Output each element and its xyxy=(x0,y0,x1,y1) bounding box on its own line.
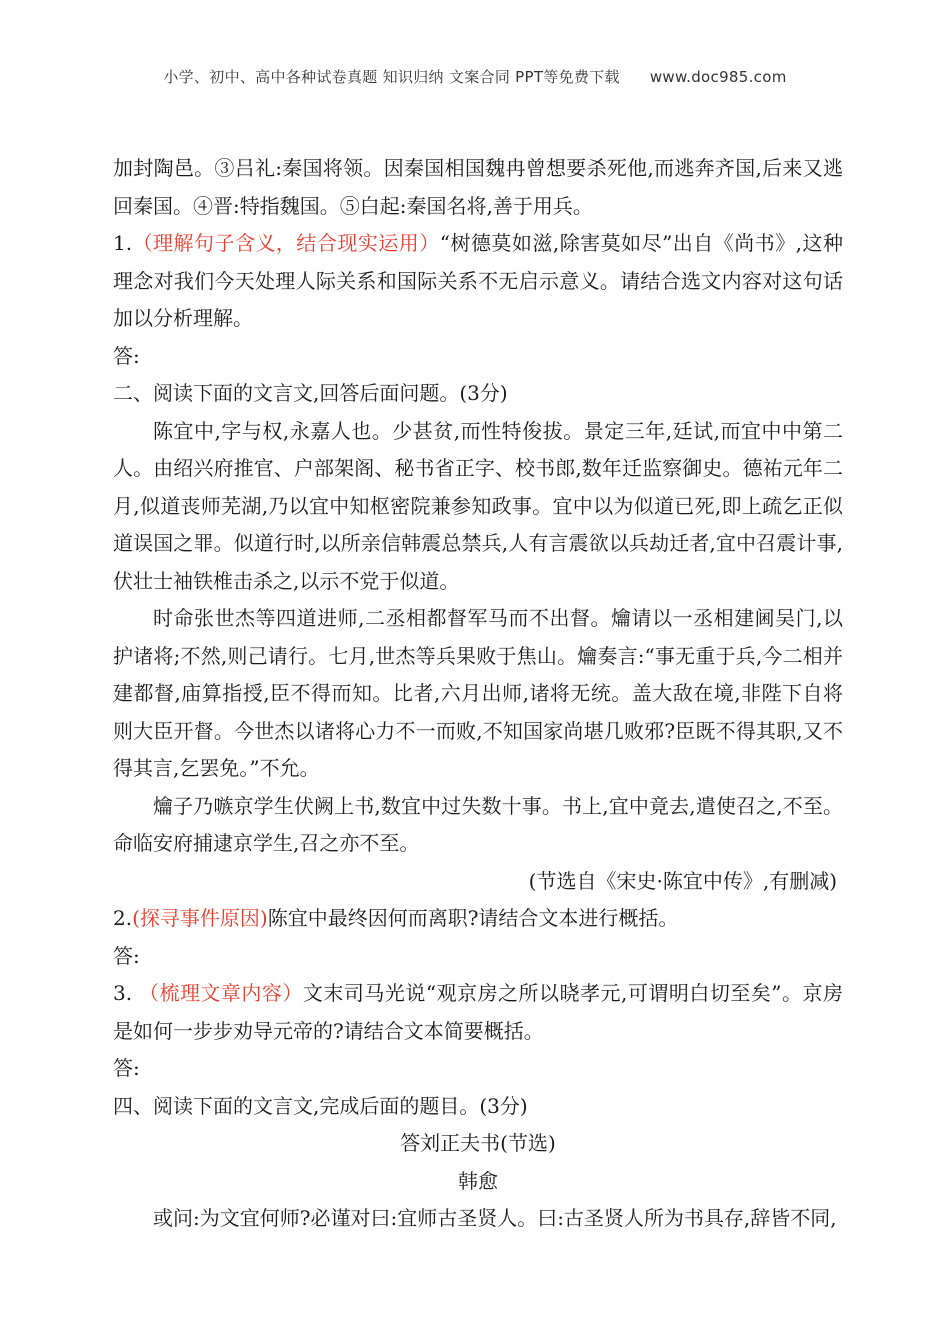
question-2-text: 陈宜中最终因何而离职?请结合文本进行概括。 xyxy=(267,906,679,930)
question-3-tag: （梳理文章内容） xyxy=(138,981,303,1005)
question-2-number: 2. xyxy=(113,906,133,930)
question-2 xyxy=(113,900,843,938)
question-1-answer: 答: xyxy=(113,343,140,368)
header-site-link[interactable]: www.doc985.com xyxy=(649,68,787,86)
section-4-author: 韩愈 xyxy=(458,1168,498,1193)
section-2-title: 二、阅读下面的文言文,回答后面问题。(3分) xyxy=(113,381,508,405)
question-3-number: 3. xyxy=(113,981,133,1005)
question-2-answer: 答: xyxy=(113,943,140,968)
footnotes: 加封陶邑。③吕礼:秦国将领。因秦国相国魏冉曾想要杀死他,而逃奔齐国,后来又逃回秦国。④晋:特指魏国。⑤白起:秦国名将,善于用兵。 xyxy=(113,156,843,218)
section-2-paragraph-3: 爚子乃嗾京学生伏阙上书,数宜中过失数十事。书上,宜中竟去,遣使召之,不至。命临安府捕逮京学生,召之亦不至。 xyxy=(113,793,843,855)
question-3-text: 文末司马光说“观京房之所以晓孝元,可谓明白切至矣”。京房是如何一步步劝导元帝的?请结合文本简要概括。 xyxy=(113,981,844,1043)
header-text: 小学、初中、高中各种试卷真题 知识归纳 文案合同 PPT等免费下载 xyxy=(163,68,620,86)
question-2-tag: (探寻事件原因) xyxy=(132,906,268,930)
section-4-work-title: 答刘正夫书(节选) xyxy=(400,1131,556,1155)
section-2-paragraph-2: 时命张世杰等四道进师,二丞相都督军马而不出督。爚请以一丞相建阃吴门,以护诸将;不然,则己请行。七月,世杰等兵果败于焦山。爚奏言:“事无重于兵,今二相并建都督,庙算指授,臣不得而知。比者,六月出师,诸将无统。盖大敌在境,非陛下自将则大臣开督。今世杰以诸将心力不一而败,不知国家尚堪几败邪?臣既不得其职,又不得其言,乞罢免。”不允。 xyxy=(113,606,843,780)
question-3 xyxy=(113,975,843,1050)
question-1-tag: （理解句子含义，结合现实运用） xyxy=(132,231,440,255)
question-1-text: “树德莫如滋,除害莫如尽”出自《尚书》,这种理念对我们今天处理人际关系和国际关系不无启示意义。请结合选文内容对这句话加以分析理解。 xyxy=(113,231,843,330)
section-4-paragraph-1: 或问:为文宜何师?必谨对曰:宜师古圣贤人。曰:古圣贤人所为书具存,辞皆不同, xyxy=(153,1206,837,1230)
question-1 xyxy=(113,225,843,338)
question-1-number: 1. xyxy=(113,231,133,255)
section-2-source: (节选自《宋史·陈宜中传》,有删减) xyxy=(528,868,837,893)
section-4-title: 四、阅读下面的文言文,完成后面的题目。(3分) xyxy=(113,1093,528,1118)
page-header xyxy=(0,66,950,87)
question-3-answer: 答: xyxy=(113,1056,140,1080)
section-2-paragraph-1: 陈宜中,字与权,永嘉人也。少甚贫,而性特俊拔。景定三年,廷试,而宜中中第二人。由绍兴府推官、户部架阁、秘书省正字、校书郎,数年迁监察御史。德祐元年二月,似道丧师芜湖,乃以宜中知枢密院兼参知政事。宜中以为似道已死,即上疏乞正似道误国之罪。似道行时,以所亲信韩震总禁兵,人有言震欲以兵劫迁者,宜中召震计事,伏壮士袖铁椎击杀之,以示不党于似道。 xyxy=(113,418,843,593)
document-body xyxy=(113,150,843,1238)
